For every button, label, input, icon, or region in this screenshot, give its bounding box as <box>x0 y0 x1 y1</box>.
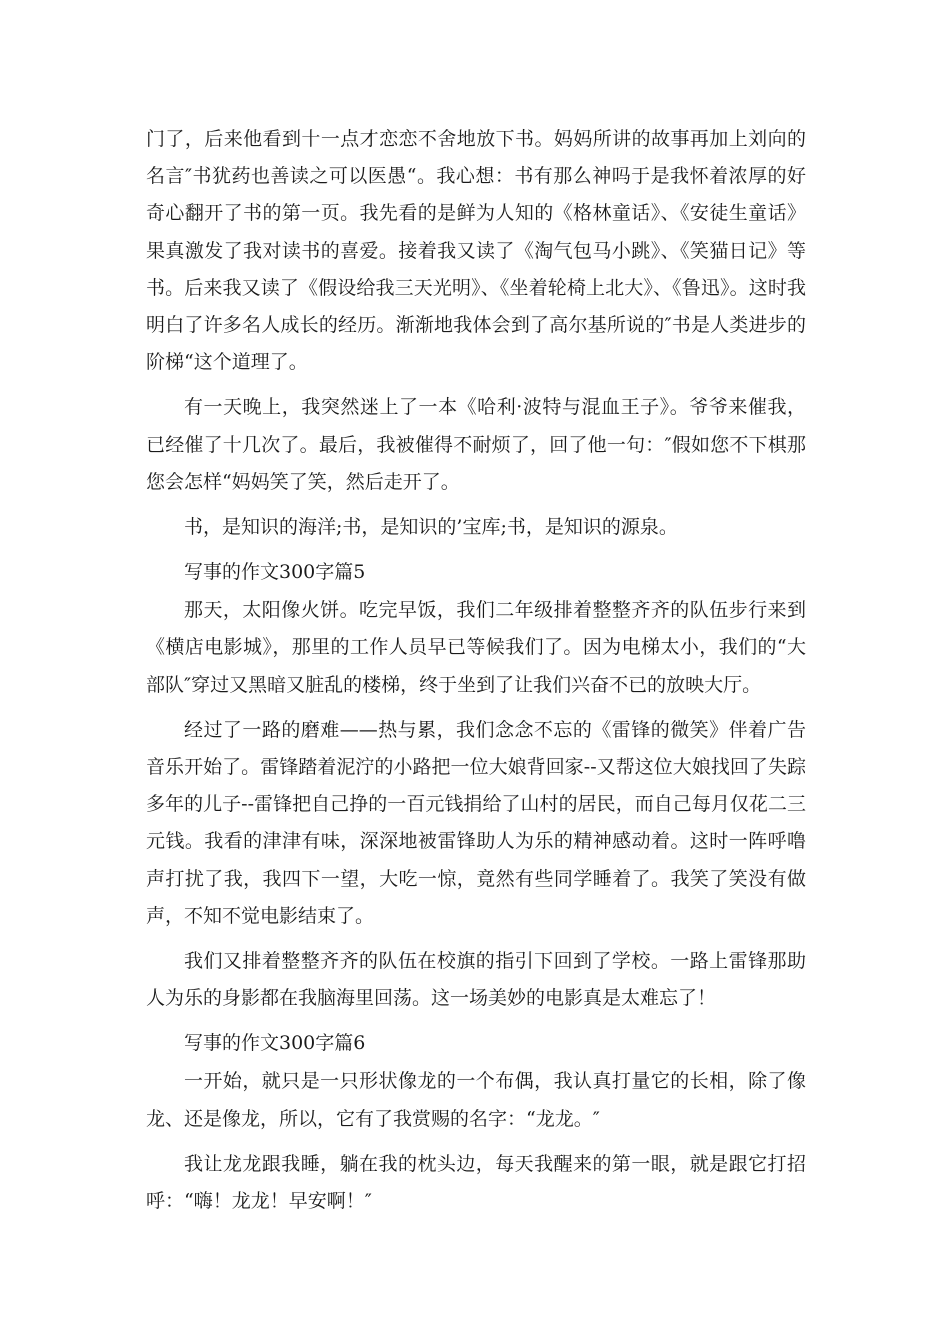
paragraph-3: 书，是知识的海洋;书，是知识的’宝库;书，是知识的源泉。 <box>184 516 678 539</box>
paragraph-5: 经过了一路的磨难——热与累，我们念念不忘的《雷锋的微笑》伴着广告音乐开始了。雷锋踏着泥泞的小路把一位大娘背回家--又帮这位大娘找回了失踪多年的儿子--雷锋把自己挣的一百元钱捐给了山村的居民，而自己每月仅花二三元钱。我看的津津有味，深深地被雷锋助人为乐的精神感动着。这时一阵呼噜声打扰了我，我四下一望，大吃一惊，竟然有些同学睡着了。我笑了笑没有做声，不知不觉电影结束了。 <box>146 718 806 927</box>
paragraph-8: 我让龙龙跟我睡，躺在我的枕头边，每天我醒来的第一眼，就是跟它打招呼：“嗨！龙龙！早安啊！″ <box>146 1152 806 1213</box>
section-heading-5: 写事的作文300字篇5 <box>184 561 366 584</box>
paragraph-2: 有一天晚上，我突然迷上了一本《哈利·波特与混血王子》。爷爷来催我，已经催了十几次了。最后，我被催得不耐烦了，回了他一句：″假如您不下棋那您会怎样“妈妈笑了笑，然后走开了。 <box>146 396 806 493</box>
section-heading-6: 写事的作文300字篇6 <box>184 1032 366 1055</box>
document-body <box>146 121 806 1228</box>
paragraph-6: 我们又排着整整齐齐的队伍在校旗的指引下回到了学校。一路上雷锋那助人为乐的身影都在我脑海里回荡。这一场美妙的电影真是太难忘了！ <box>146 950 806 1010</box>
paragraph-1: 门了，后来他看到十一点才恋恋不舍地放下书。妈妈所讲的故事再加上刘向的名言″书犹药也善读之可以医愚“。我心想：书有那么神吗于是我怀着浓厚的好奇心翻开了书的第一页。我先看的是鲜为人知的《格林童话》、《安徒生童话》果真激发了我对读书的喜爱。接着我又读了《淘气包马小跳》、《笑猫日记》等书。后来我又读了《假设给我三天光明》、《坐着轮椅上北大》、《鲁迅》。这时我明白了许多名人成长的经历。渐渐地我体会到了高尔基所说的″书是人类进步的阶梯“这个道理了。 <box>146 128 806 374</box>
paragraph-7: 一开始，就只是一只形状像龙的一个布偶，我认真打量它的长相，除了像龙、还是像龙，所以，它有了我赏赐的名字：“龙龙。″ <box>146 1070 806 1130</box>
paragraph-4: 那天，太阳像火饼。吃完早饭，我们二年级排着整整齐齐的队伍步行来到《横店电影城》，那里的工作人员早已等候我们了。因为电梯太小，我们的“大部队″穿过又黑暗又脏乱的楼梯，终于坐到了让我们兴奋不已的放映大厅。 <box>146 599 806 696</box>
